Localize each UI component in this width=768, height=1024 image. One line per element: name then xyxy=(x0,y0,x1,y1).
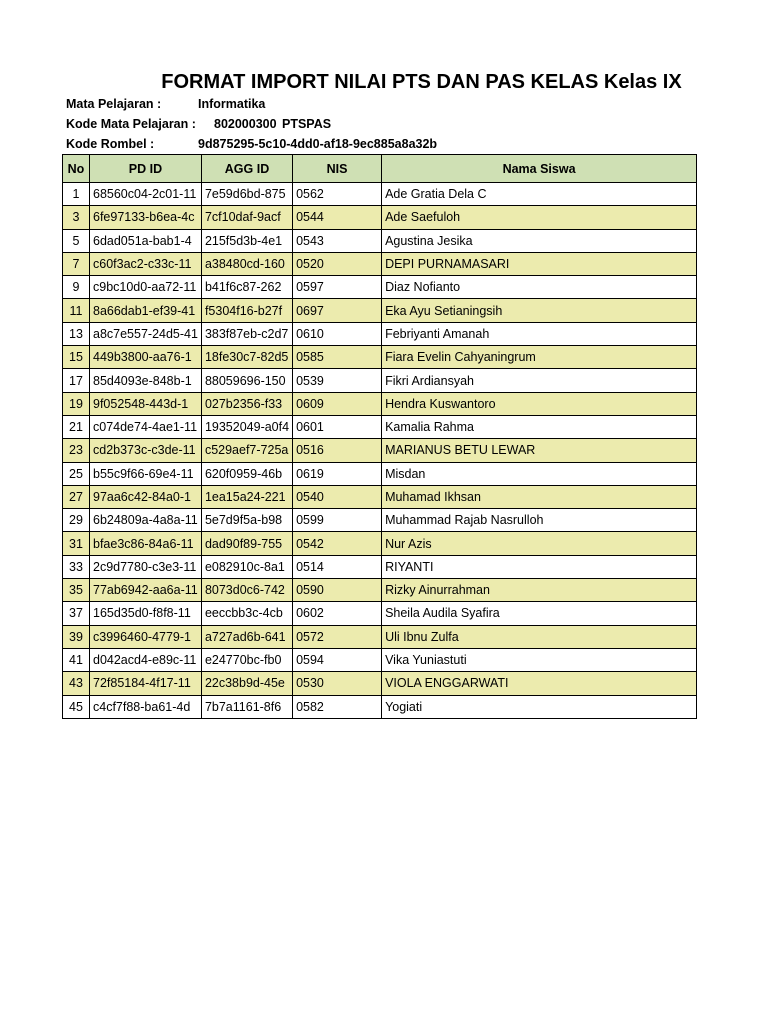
cell-pd-id[interactable]: c60f3ac2-c33c-11 xyxy=(90,252,202,275)
cell-pd-id[interactable]: c074de74-4ae1-11 xyxy=(90,415,202,438)
cell-agg-id[interactable]: 8073d0c6-742 xyxy=(201,579,292,602)
cell-agg-id[interactable]: 1ea15a24-221 xyxy=(201,485,292,508)
cell-nama-siswa[interactable]: Sheila Audila Syafira xyxy=(382,602,697,625)
cell-nama-siswa[interactable]: Hendra Kuswantoro xyxy=(382,392,697,415)
nilai-table xyxy=(62,154,697,719)
cell-agg-id[interactable]: 7cf10daf-9acf xyxy=(201,206,292,229)
cell-nama-siswa[interactable]: Kamalia Rahma xyxy=(382,415,697,438)
cell-nama-siswa[interactable]: Diaz Nofianto xyxy=(382,276,697,299)
cell-pd-id[interactable]: 72f85184-4f17-11 xyxy=(90,672,202,695)
cell-pd-id[interactable]: 6fe97133-b6ea-4c xyxy=(90,206,202,229)
cell-nis[interactable]: 0539 xyxy=(293,369,382,392)
cell-nis[interactable]: 0542 xyxy=(293,532,382,555)
table-row xyxy=(63,672,697,695)
cell-no[interactable]: 19 xyxy=(63,392,90,415)
table-row xyxy=(63,462,697,485)
table-row xyxy=(63,392,697,415)
cell-nis[interactable]: 0597 xyxy=(293,276,382,299)
cell-agg-id[interactable]: 7b7a1161-8f6 xyxy=(201,695,292,718)
cell-nis[interactable]: 0602 xyxy=(293,602,382,625)
cell-no[interactable]: 29 xyxy=(63,509,90,532)
cell-pd-id[interactable]: 77ab6942-aa6a-11 xyxy=(90,579,202,602)
cell-pd-id[interactable]: 449b3800-aa76-1 xyxy=(90,346,202,369)
cell-nama-siswa[interactable]: Febriyanti Amanah xyxy=(382,322,697,345)
cell-nis[interactable]: 0543 xyxy=(293,229,382,252)
table-row xyxy=(63,415,697,438)
cell-nis[interactable]: 0697 xyxy=(293,299,382,322)
cell-no[interactable]: 9 xyxy=(63,276,90,299)
table-row xyxy=(63,625,697,648)
cell-no[interactable]: 37 xyxy=(63,602,90,625)
cell-no[interactable]: 43 xyxy=(63,672,90,695)
cell-nis[interactable]: 0544 xyxy=(293,206,382,229)
cell-agg-id[interactable]: 7e59d6bd-875 xyxy=(201,183,292,206)
cell-agg-id[interactable]: b41f6c87-262 xyxy=(201,276,292,299)
cell-pd-id[interactable]: d042acd4-e89c-11 xyxy=(90,648,202,671)
table-row xyxy=(63,183,697,206)
cell-nama-siswa[interactable]: Misdan xyxy=(382,462,697,485)
cell-nama-siswa[interactable]: Eka Ayu Setianingsih xyxy=(382,299,697,322)
cell-nis[interactable]: 0609 xyxy=(293,392,382,415)
cell-nama-siswa[interactable]: Fikri Ardiansyah xyxy=(382,369,697,392)
cell-nis[interactable]: 0619 xyxy=(293,462,382,485)
cell-nama-siswa[interactable]: Agustina Jesika xyxy=(382,229,697,252)
cell-nama-siswa[interactable]: Vika Yuniastuti xyxy=(382,648,697,671)
cell-pd-id[interactable]: 165d35d0-f8f8-11 xyxy=(90,602,202,625)
cell-agg-id[interactable]: a38480cd-160 xyxy=(201,252,292,275)
cell-nama-siswa[interactable]: Yogiati xyxy=(382,695,697,718)
table-row xyxy=(63,439,697,462)
cell-nama-siswa[interactable]: VIOLA ENGGARWATI xyxy=(382,672,697,695)
cell-agg-id[interactable]: 5e7d9f5a-b98 xyxy=(201,509,292,532)
header-nama-siswa[interactable]: Nama Siswa xyxy=(382,155,697,183)
table-row xyxy=(63,252,697,275)
table-row xyxy=(63,648,697,671)
cell-pd-id[interactable]: 8a66dab1-ef39-41 xyxy=(90,299,202,322)
cell-pd-id[interactable]: 9f052548-443d-1 xyxy=(90,392,202,415)
cell-no[interactable]: 31 xyxy=(63,532,90,555)
cell-nis[interactable]: 0590 xyxy=(293,579,382,602)
cell-pd-id[interactable]: 6b24809a-4a8a-11 xyxy=(90,509,202,532)
kode-mata-pelajaran-value: 802000300 xyxy=(214,117,277,131)
cell-pd-id[interactable]: c3996460-4779-1 xyxy=(90,625,202,648)
table-row xyxy=(63,509,697,532)
cell-pd-id[interactable]: b55c9f66-69e4-11 xyxy=(90,462,202,485)
cell-agg-id[interactable]: f5304f16-b27f xyxy=(201,299,292,322)
cell-no[interactable]: 23 xyxy=(63,439,90,462)
kode-mata-pelajaran-suffix: PTSPAS xyxy=(282,117,332,131)
cell-nis[interactable]: 0562 xyxy=(293,183,382,206)
kode-rombel-value: 9d875295-5c10-4dd0-af18-9ec885a8a32b xyxy=(198,137,438,151)
cell-no[interactable]: 3 xyxy=(63,206,90,229)
table-row xyxy=(63,206,697,229)
page-title: FORMAT IMPORT NILAI PTS DAN PAS KELAS Kelas IX xyxy=(161,71,682,93)
cell-nis[interactable]: 0582 xyxy=(293,695,382,718)
table-row xyxy=(63,229,697,252)
cell-no[interactable]: 39 xyxy=(63,625,90,648)
cell-nama-siswa[interactable]: Muhamad Ikhsan xyxy=(382,485,697,508)
kode-rombel-label: Kode Rombel : xyxy=(66,137,155,151)
cell-pd-id[interactable]: cd2b373c-c3de-11 xyxy=(90,439,202,462)
cell-no[interactable]: 27 xyxy=(63,485,90,508)
cell-agg-id[interactable]: dad90f89-755 xyxy=(201,532,292,555)
cell-nis[interactable]: 0594 xyxy=(293,648,382,671)
table-row xyxy=(63,485,697,508)
cell-pd-id[interactable]: 85d4093e-848b-1 xyxy=(90,369,202,392)
table-header-row xyxy=(63,155,697,183)
cell-pd-id[interactable]: c9bc10d0-aa72-11 xyxy=(90,276,202,299)
cell-nama-siswa[interactable]: Ade Gratia Dela C xyxy=(382,183,697,206)
cell-agg-id[interactable]: 19352049-a0f4 xyxy=(201,415,292,438)
cell-no[interactable]: 1 xyxy=(63,183,90,206)
cell-no[interactable]: 33 xyxy=(63,555,90,578)
cell-no[interactable]: 21 xyxy=(63,415,90,438)
cell-no[interactable]: 11 xyxy=(63,299,90,322)
cell-agg-id[interactable]: e082910c-8a1 xyxy=(201,555,292,578)
cell-pd-id[interactable]: 2c9d7780-c3e3-11 xyxy=(90,555,202,578)
cell-nis[interactable]: 0516 xyxy=(293,439,382,462)
cell-nis[interactable]: 0599 xyxy=(293,509,382,532)
table-row xyxy=(63,346,697,369)
cell-nama-siswa[interactable]: MARIANUS BETU LEWAR xyxy=(382,439,697,462)
cell-nis[interactable]: 0610 xyxy=(293,322,382,345)
cell-pd-id[interactable]: bfae3c86-84a6-11 xyxy=(90,532,202,555)
cell-agg-id[interactable]: a727ad6b-641 xyxy=(201,625,292,648)
cell-no[interactable]: 13 xyxy=(63,322,90,345)
cell-agg-id[interactable]: eeccbb3c-4cb xyxy=(201,602,292,625)
cell-no[interactable]: 15 xyxy=(63,346,90,369)
cell-no[interactable]: 17 xyxy=(63,369,90,392)
cell-nama-siswa[interactable]: Muhammad Rajab Nasrulloh xyxy=(382,509,697,532)
cell-nama-siswa[interactable]: Nur Azis xyxy=(382,532,697,555)
cell-agg-id[interactable]: 88059696-150 xyxy=(201,369,292,392)
cell-no[interactable]: 45 xyxy=(63,695,90,718)
cell-pd-id[interactable]: c4cf7f88-ba61-4d xyxy=(90,695,202,718)
kode-mata-pelajaran-label: Kode Mata Pelajaran : xyxy=(66,117,196,131)
cell-nis[interactable]: 0520 xyxy=(293,252,382,275)
cell-nis[interactable]: 0585 xyxy=(293,346,382,369)
cell-nama-siswa[interactable]: Rizky Ainurrahman xyxy=(382,579,697,602)
cell-agg-id[interactable]: 620f0959-46b xyxy=(201,462,292,485)
table-row xyxy=(63,276,697,299)
cell-nama-siswa[interactable]: Uli Ibnu Zulfa xyxy=(382,625,697,648)
table-row xyxy=(63,579,697,602)
cell-no[interactable]: 7 xyxy=(63,252,90,275)
table-row xyxy=(63,555,697,578)
header-agg-id[interactable]: AGG ID xyxy=(201,155,292,183)
cell-pd-id[interactable]: 68560c04-2c01-11 xyxy=(90,183,202,206)
cell-nama-siswa[interactable]: DEPI PURNAMASARI xyxy=(382,252,697,275)
cell-agg-id[interactable]: e24770bc-fb0 xyxy=(201,648,292,671)
table-row xyxy=(63,602,697,625)
table-row xyxy=(63,369,697,392)
cell-agg-id[interactable]: 383f87eb-c2d7 xyxy=(201,322,292,345)
table-row xyxy=(63,532,697,555)
cell-no[interactable]: 41 xyxy=(63,648,90,671)
header-pd-id[interactable]: PD ID xyxy=(90,155,202,183)
table-row xyxy=(63,695,697,718)
cell-pd-id[interactable]: 97aa6c42-84a0-1 xyxy=(90,485,202,508)
mata-pelajaran-value: Informatika xyxy=(198,97,266,111)
cell-agg-id[interactable]: 215f5d3b-4e1 xyxy=(201,229,292,252)
header-no[interactable]: No xyxy=(63,155,90,183)
cell-nis[interactable]: 0601 xyxy=(293,415,382,438)
cell-nama-siswa[interactable]: Fiara Evelin Cahyaningrum xyxy=(382,346,697,369)
cell-agg-id[interactable]: c529aef7-725a xyxy=(201,439,292,462)
table-row xyxy=(63,322,697,345)
cell-pd-id[interactable]: 6dad051a-bab1-4 xyxy=(90,229,202,252)
cell-nama-siswa[interactable]: Ade Saefuloh xyxy=(382,206,697,229)
cell-nis[interactable]: 0530 xyxy=(293,672,382,695)
cell-nis[interactable]: 0572 xyxy=(293,625,382,648)
cell-no[interactable]: 35 xyxy=(63,579,90,602)
cell-pd-id[interactable]: a8c7e557-24d5-41 xyxy=(90,322,202,345)
table-row xyxy=(63,299,697,322)
cell-nis[interactable]: 0540 xyxy=(293,485,382,508)
cell-nama-siswa[interactable]: RIYANTI xyxy=(382,555,697,578)
mata-pelajaran-label: Mata Pelajaran : xyxy=(66,97,162,111)
cell-agg-id[interactable]: 027b2356-f33 xyxy=(201,392,292,415)
cell-nis[interactable]: 0514 xyxy=(293,555,382,578)
cell-no[interactable]: 5 xyxy=(63,229,90,252)
cell-no[interactable]: 25 xyxy=(63,462,90,485)
cell-agg-id[interactable]: 22c38b9d-45e xyxy=(201,672,292,695)
cell-agg-id[interactable]: 18fe30c7-82d5 xyxy=(201,346,292,369)
header-nis[interactable]: NIS xyxy=(293,155,382,183)
